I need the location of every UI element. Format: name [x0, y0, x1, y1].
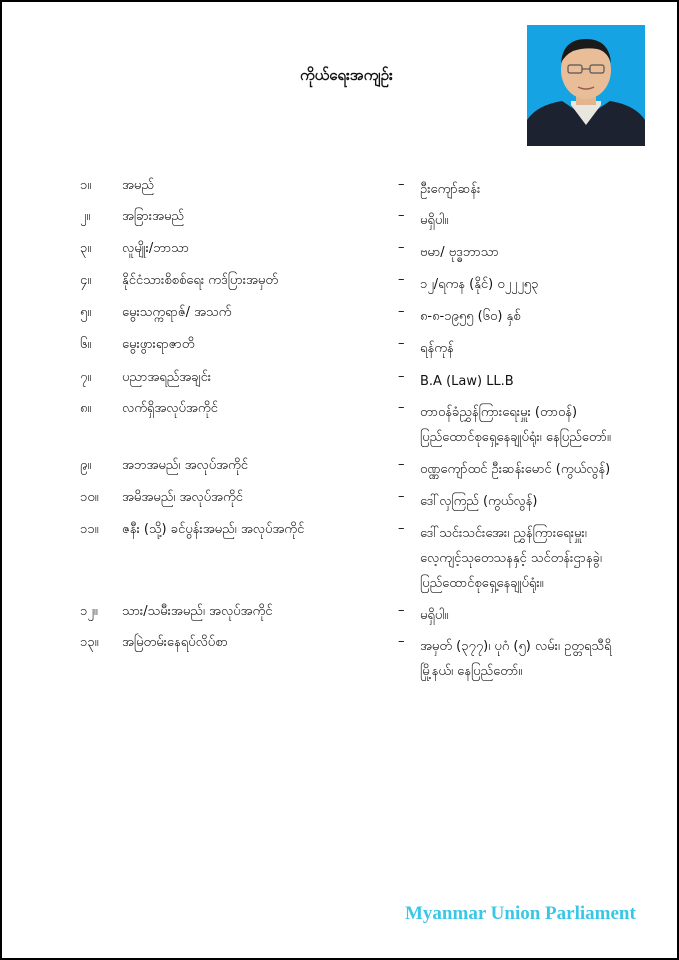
- row-value: [420, 272, 650, 297]
- row-value: [420, 240, 650, 265]
- row-value-line: မြို့နယ်၊ နေပြည်တော်။: [420, 664, 523, 679]
- row-number: ၁၃။: [80, 635, 99, 650]
- row-label: အခြားအမည်: [122, 209, 185, 224]
- row-number: ၂။: [80, 209, 91, 224]
- row-dash: –: [398, 336, 405, 351]
- row-value-line: ဝဏ္ဏကျော်ထင် ဦးဆန်းမောင် (ကွယ်လွန်): [420, 462, 611, 477]
- row-value-line: ရန်ကုန်: [420, 341, 454, 356]
- row-value: [420, 177, 650, 202]
- row-value: [420, 521, 650, 596]
- row-number: ၈။: [80, 401, 92, 416]
- row-value: [420, 369, 650, 394]
- row-label: လက်ရှိအလုပ်အကိုင်: [122, 401, 218, 416]
- row-value-line: တာဝန်ခံညွှန်ကြားရေးမှူး (တာဝန်): [420, 405, 578, 420]
- row-label: ပညာအရည်အချင်း: [122, 370, 212, 385]
- row-value-line: ဒေါ်လှကြည် (ကွယ်လွန်): [420, 494, 538, 509]
- row-dash: –: [398, 521, 405, 536]
- row-value: [420, 457, 650, 482]
- row-dash: –: [398, 634, 405, 649]
- document-title: ကိုယ်ရေးအကျဉ်း: [300, 66, 393, 84]
- row-value: [420, 603, 650, 628]
- row-number: ၆။: [80, 337, 92, 352]
- row-label: အဘအမည်၊ အလုပ်အကိုင်: [122, 458, 248, 473]
- row-label: အမိအမည်၊ အလုပ်အကိုင်: [122, 490, 243, 505]
- row-number: ၅။: [80, 305, 92, 320]
- row-label: ဇနီး (သို့) ခင်ပွန်းအမည်၊ အလုပ်အကိုင်: [122, 522, 305, 537]
- row-dash: –: [398, 272, 405, 287]
- row-value-line: ၁၂/ရကန (နိုင်) ၀၂၂၂၅၃: [420, 277, 539, 292]
- row-value-line: ဦးကျော်ဆန်း: [420, 182, 481, 197]
- row-dash: –: [398, 603, 405, 618]
- row-number: ၁၁။: [80, 522, 99, 537]
- row-value-line: B.A (Law) LL.B: [420, 374, 514, 389]
- row-label: သား/သမီးအမည်၊ အလုပ်အကိုင်: [122, 604, 273, 619]
- row-value-line: ဗမာ/ ဗုဒ္ဓဘာသာ: [420, 245, 499, 260]
- row-value-line: လေ့ကျင့်သုတေသနနှင့် သင်တန်းဌာနခွဲ၊: [420, 551, 602, 566]
- row-value: [420, 489, 650, 514]
- row-number: ၄။: [80, 273, 92, 288]
- row-dash: –: [398, 177, 405, 192]
- row-label: မွေးဖွားရာဇာတိ: [122, 337, 195, 352]
- row-dash: –: [398, 489, 405, 504]
- row-number: ၁။: [80, 178, 92, 193]
- row-value-line: မရှိပါ။: [420, 608, 449, 623]
- row-dash: –: [398, 240, 405, 255]
- row-value: [420, 336, 650, 361]
- row-value: [420, 304, 650, 329]
- row-dash: –: [398, 208, 405, 223]
- row-label: အမြဲတမ်းနေရပ်လိပ်စာ: [122, 635, 228, 650]
- row-label: လူမျိုး/ဘာသာ: [122, 241, 189, 256]
- row-value: [420, 634, 650, 684]
- row-value-line: ပြည်ထောင်စုရှေ့နေချုပ်ရုံး၊ နေပြည်တော်။: [420, 430, 611, 445]
- row-value-line: ပြည်ထောင်စုရှေ့နေချုပ်ရုံး။: [420, 576, 544, 591]
- row-dash: –: [398, 369, 405, 384]
- row-label: မွေးသက္ကရာဇ်/ အသက်: [122, 305, 232, 320]
- row-label: နိုင်ငံသားစိစစ်ရေး ကဒ်ပြားအမှတ်: [122, 273, 279, 288]
- row-number: ၁၀။: [80, 490, 99, 505]
- row-value-line: မရှိပါ။: [420, 213, 449, 228]
- row-dash: –: [398, 400, 405, 415]
- row-value: [420, 208, 650, 233]
- row-number: ၃။: [80, 241, 92, 256]
- portrait-photo: [527, 25, 645, 146]
- row-dash: –: [398, 457, 405, 472]
- row-number: ၁၂။: [80, 604, 98, 619]
- row-label: အမည်: [122, 178, 154, 193]
- row-number: ၉။: [80, 458, 92, 473]
- row-value-line: ၈-၈-၁၉၅၅ (၆၀) နှစ်: [420, 309, 521, 324]
- row-number: ၇။: [80, 370, 92, 385]
- footer-caption: Myanmar Union Parliament: [405, 903, 636, 924]
- row-value-line: ဒေါ်သင်းသင်းအေး၊ ညွှန်ကြားရေးမှူး၊: [420, 526, 587, 541]
- row-value-line: အမှတ် (၃၇၇)၊ ပုဂံ (၅) လမ်း၊ ဥတ္တရသီရိ: [420, 639, 612, 654]
- row-dash: –: [398, 304, 405, 319]
- row-value: [420, 400, 650, 450]
